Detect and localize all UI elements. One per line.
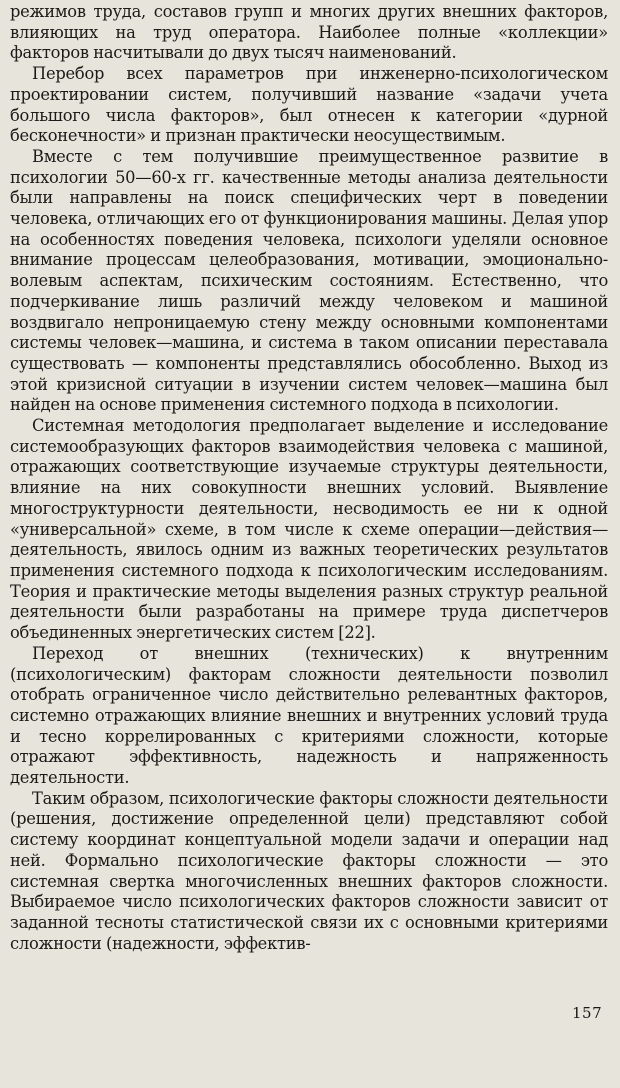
page-number: 157 xyxy=(572,1004,603,1022)
paragraph-3: Вместе с тем получившие преимущественное развитие в психологии 50—60-х гг. качественные методы анализа деятельности были направлены на поиск специфических черт в поведении человека, отличающих его от функционирования машины. Делая упор на особенностях поведения человека, психологи уделяли основное внимание процессам целеобразования, мотивации, эмоционально-волевым аспектам, психическим состояниям. Естественно, что подчеркивание лишь различий между человеком и машиной воздвигало непроницаемую стену между основными компонентами системы человек—машина, и система в таком описании переставала существовать — компоненты представлялись обособленно. Выход из этой кризисной ситуации в изучении систем человек—машина был найден на основе применения системного подхода в психологии. xyxy=(10,146,608,415)
paragraph-2: Перебор всех параметров при инженерно-психологическом проектировании систем, получивший название «задачи учета большого числа факторов», был отнесен к категории «дурной бесконечности» и признан практически неосуществимым. xyxy=(10,64,608,146)
body-text xyxy=(10,2,608,954)
paragraph-1: режимов труда, составов групп и многих других внешних факторов, влияющих на труд оператора. Наиболее полные «коллекции» факторов насчитывали до двух тысяч наименований. xyxy=(10,2,608,63)
paragraph-5: Переход от внешних (технических) к внутренним (психологическим) факторам сложности деятельности позволил отобрать ограниченное число действительно релевантных факторов, системно отражающих влияние внешних и внутренних условий труда и тесно коррелированных с критериями сложности, которые отражают эффективность, надежность и напряженность деятельности. xyxy=(10,643,608,788)
paragraph-6: Таким образом, психологические факторы сложности деятельности (решения, достижение определенной цели) представляют собой систему координат концептуальной модели задачи и операции над ней. Формально психологические факторы сложности — это системная свертка многочисленных внешних факторов сложности. Выбираемое число психологических факторов сложности зависит от заданной тесноты статистической связи их с основными критериями сложности (надежности, эффектив- xyxy=(10,788,608,953)
paragraph-4: Системная методология предполагает выделение и исследование системообразующих факторов взаимодействия человека с машиной, отражающих соответствующие изучаемые структуры деятельности, влияние на них совокупности внешних условий. Выявление многоструктурности деятельности, несводимость ее ни к одной «универсальной» схеме, в том числе к схеме операции—действия—деятельность, явилось одним из важных теоретических результатов применения системного подхода к психологическим исследованиям. Теория и практические методы выделения разных структур реальной деятельности были разработаны на примере труда диспетчеров объединенных энергетических систем [22]. xyxy=(10,416,608,643)
